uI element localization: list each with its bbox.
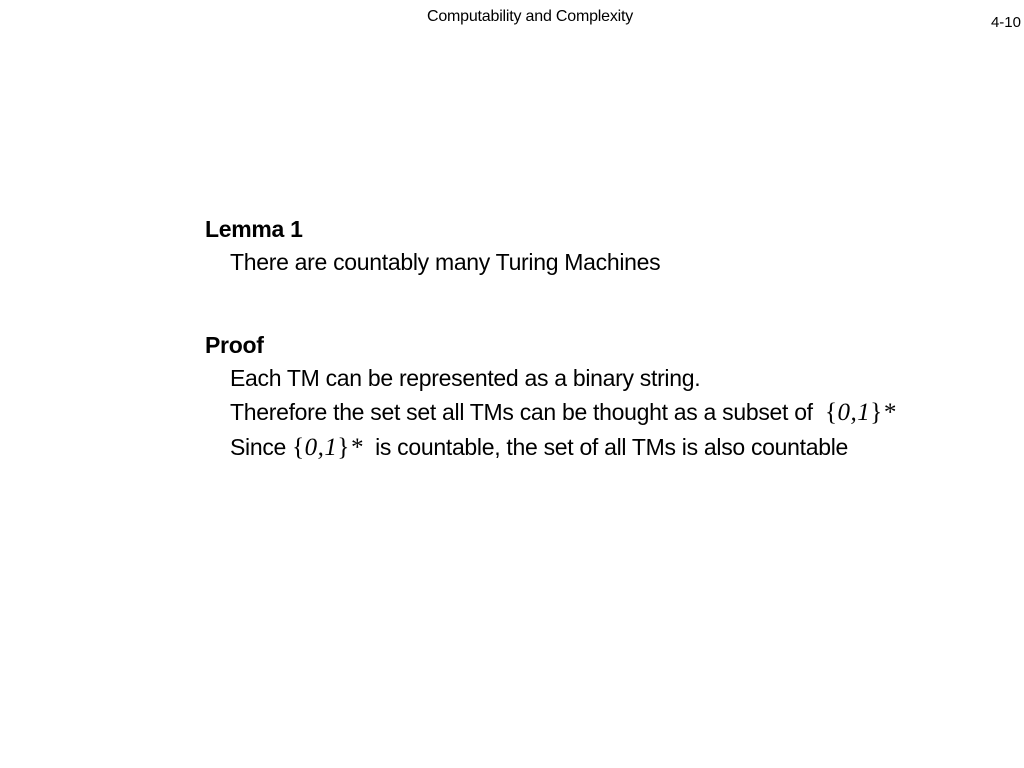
slide-content — [205, 214, 1005, 465]
lemma-statement: There are countably many Turing Machines — [230, 249, 661, 275]
binary-strings-set-expression — [825, 399, 896, 426]
math-open-brace-2: { — [292, 434, 305, 461]
math-close-brace-2: } — [337, 434, 350, 461]
math-close-brace: } — [870, 399, 883, 426]
page-number: 4-10 — [990, 14, 1021, 31]
section-spacer — [205, 279, 1005, 330]
proof-heading: Proof — [205, 332, 264, 358]
slide-header-title: Computability and Complexity — [426, 8, 634, 25]
math-set-elements: 0,1 — [837, 399, 871, 426]
proof-line-3-suffix: is countable, the set of all TMs is also countable — [375, 434, 849, 460]
math-kleene-star: * — [882, 399, 896, 426]
binary-strings-set-expression-2 — [292, 434, 363, 461]
proof-line-1: Each TM can be represented as a binary string. — [230, 365, 701, 391]
math-open-brace: { — [824, 399, 838, 426]
proof-line-2 — [205, 395, 1005, 430]
proof-line-3-prefix: Since — [230, 434, 287, 460]
math-set-elements-2: 0,1 — [304, 434, 338, 461]
math-kleene-star-2: * — [349, 434, 363, 461]
proof-line-3 — [205, 430, 1005, 465]
proof-line-2-text: Therefore the set set all TMs can be thought as a subset of — [230, 399, 813, 425]
lemma-heading: Lemma 1 — [205, 216, 303, 242]
